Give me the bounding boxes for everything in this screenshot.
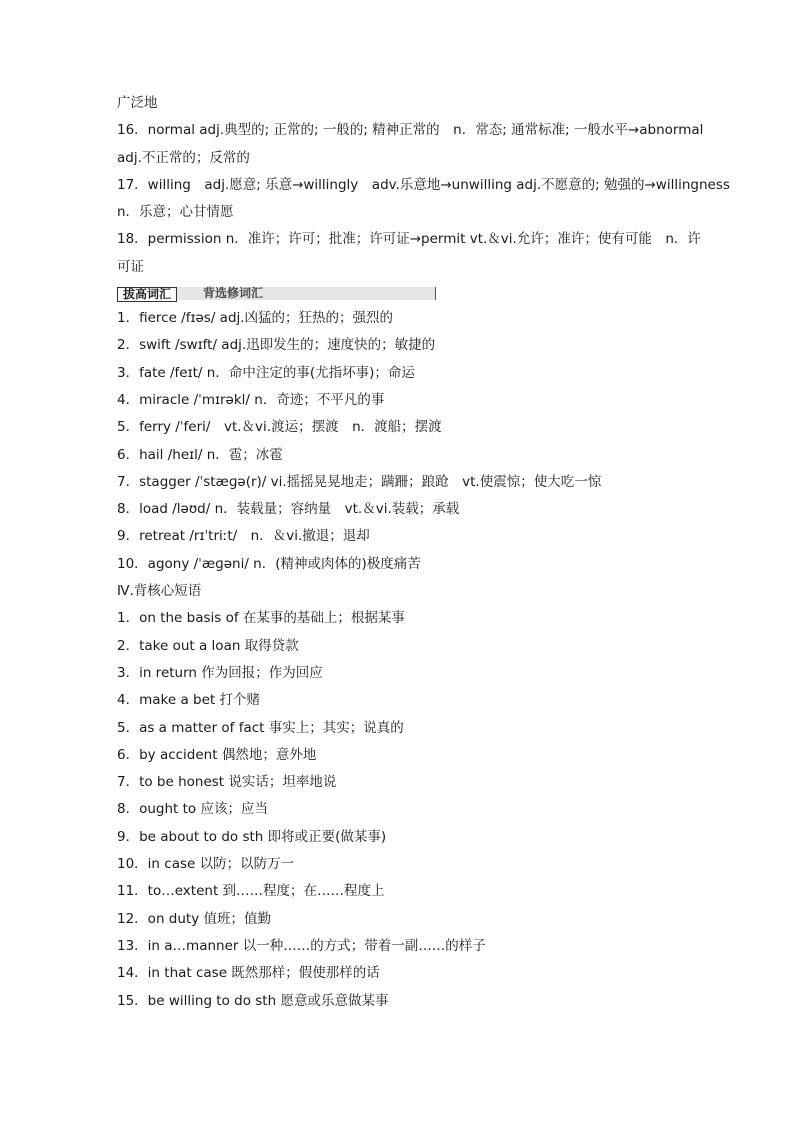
- phrase-item: 1．on the basis of 在某事的基础上；根据某事: [117, 610, 405, 627]
- vocab-line: adj.不正常的；反常的: [117, 149, 250, 166]
- phrase-item: 8．ought to 应该；应当: [117, 801, 268, 818]
- banner-label: 拔高词汇: [117, 287, 177, 302]
- vocab-line: 18．permission n．准许；许可；批准；许可证→permit vt.＆vi.允许；准许；使有可能 n．许: [117, 231, 701, 248]
- vocab-line: 17．willing adj.愿意; 乐意→willingly adv.乐意地→unwilling adj.不愿意的; 勉强的→willingness: [117, 176, 730, 193]
- advanced-item: 7．stagger /ˈstæɡə(r)/ vi.摇摇晃晃地走；蹒跚；踉跄 vt.使震惊；使大吃一惊: [117, 473, 602, 490]
- phrase-item: 11．to…extent 到……程度；在……程度上: [117, 883, 385, 900]
- advanced-item: 4．miracle /ˈmɪrəkl/ n．奇迹；不平凡的事: [117, 391, 385, 408]
- phrase-item: 13．in a…manner 以一种……的方式；带着一副……的样子: [117, 937, 486, 954]
- banner-subtitle: 背选修词汇: [203, 286, 264, 301]
- phrases-heading: Ⅳ.背核心短语: [117, 583, 202, 600]
- advanced-item: 2．swift /swɪft/ adj.迅即发生的；速度快的；敏捷的: [117, 337, 436, 354]
- phrase-item: 14．in that case 既然那样；假使那样的话: [117, 965, 380, 982]
- phrase-item: 12．on duty 值班；值勤: [117, 910, 271, 927]
- document-page: [117, 90, 730, 1015]
- advanced-item: 10．agony /ˈæɡəni/ n．(精神或肉体的)极度痛苦: [117, 555, 421, 572]
- vocab-line: 16．normal adj.典型的; 正常的; 一般的; 精神正常的 n．常态; 通常标准; 一般水平→abnormal: [117, 122, 704, 139]
- vocab-line: 可证: [117, 258, 144, 275]
- vocab-line: n．乐意；心甘情愿: [117, 204, 234, 221]
- vocab-line: 广泛地: [117, 95, 158, 111]
- phrase-item: 9．be about to do sth 即将或正要(做某事): [117, 828, 387, 845]
- phrase-item: 5．as a matter of fact 事实上；其实；说真的: [117, 719, 404, 736]
- section-banner: [117, 287, 435, 302]
- advanced-item: 3．fate /feɪt/ n．命中注定的事(尤指坏事)；命运: [117, 364, 415, 381]
- advanced-item: 6．hail /heɪl/ n．雹；冰雹: [117, 446, 283, 463]
- core-phrases-list: [117, 605, 682, 1014]
- phrase-item: 15．be willing to do sth 愿意或乐意做某事: [117, 992, 389, 1009]
- advanced-item: 9．retreat /rɪˈtriːt/ n．＆vi.撤退；退却: [117, 528, 370, 545]
- vocabulary-continued: [117, 90, 730, 281]
- phrase-item: 10．in case 以防；以防万一: [117, 856, 295, 873]
- phrase-item: 6．by accident 偶然地；意外地: [117, 746, 317, 763]
- advanced-vocabulary-list: [117, 305, 682, 578]
- advanced-item: 1．fierce /fɪəs/ adj.凶猛的；狂热的；强烈的: [117, 310, 394, 327]
- advanced-item: 8．load /ləʊd/ n．装载量；容纳量 vt.＆vi.装载；承载: [117, 501, 460, 518]
- phrase-item: 2．take out a loan 取得贷款: [117, 637, 299, 654]
- phrase-item: 3．in return 作为回报；作为回应: [117, 664, 323, 681]
- advanced-item: 5．ferry /ˈferi/ vt.＆vi.渡运；摆渡 n．渡船；摆渡: [117, 419, 442, 436]
- phrase-item: 4．make a bet 打个赌: [117, 692, 260, 709]
- phrase-item: 7．to be honest 说实话；坦率地说: [117, 774, 337, 791]
